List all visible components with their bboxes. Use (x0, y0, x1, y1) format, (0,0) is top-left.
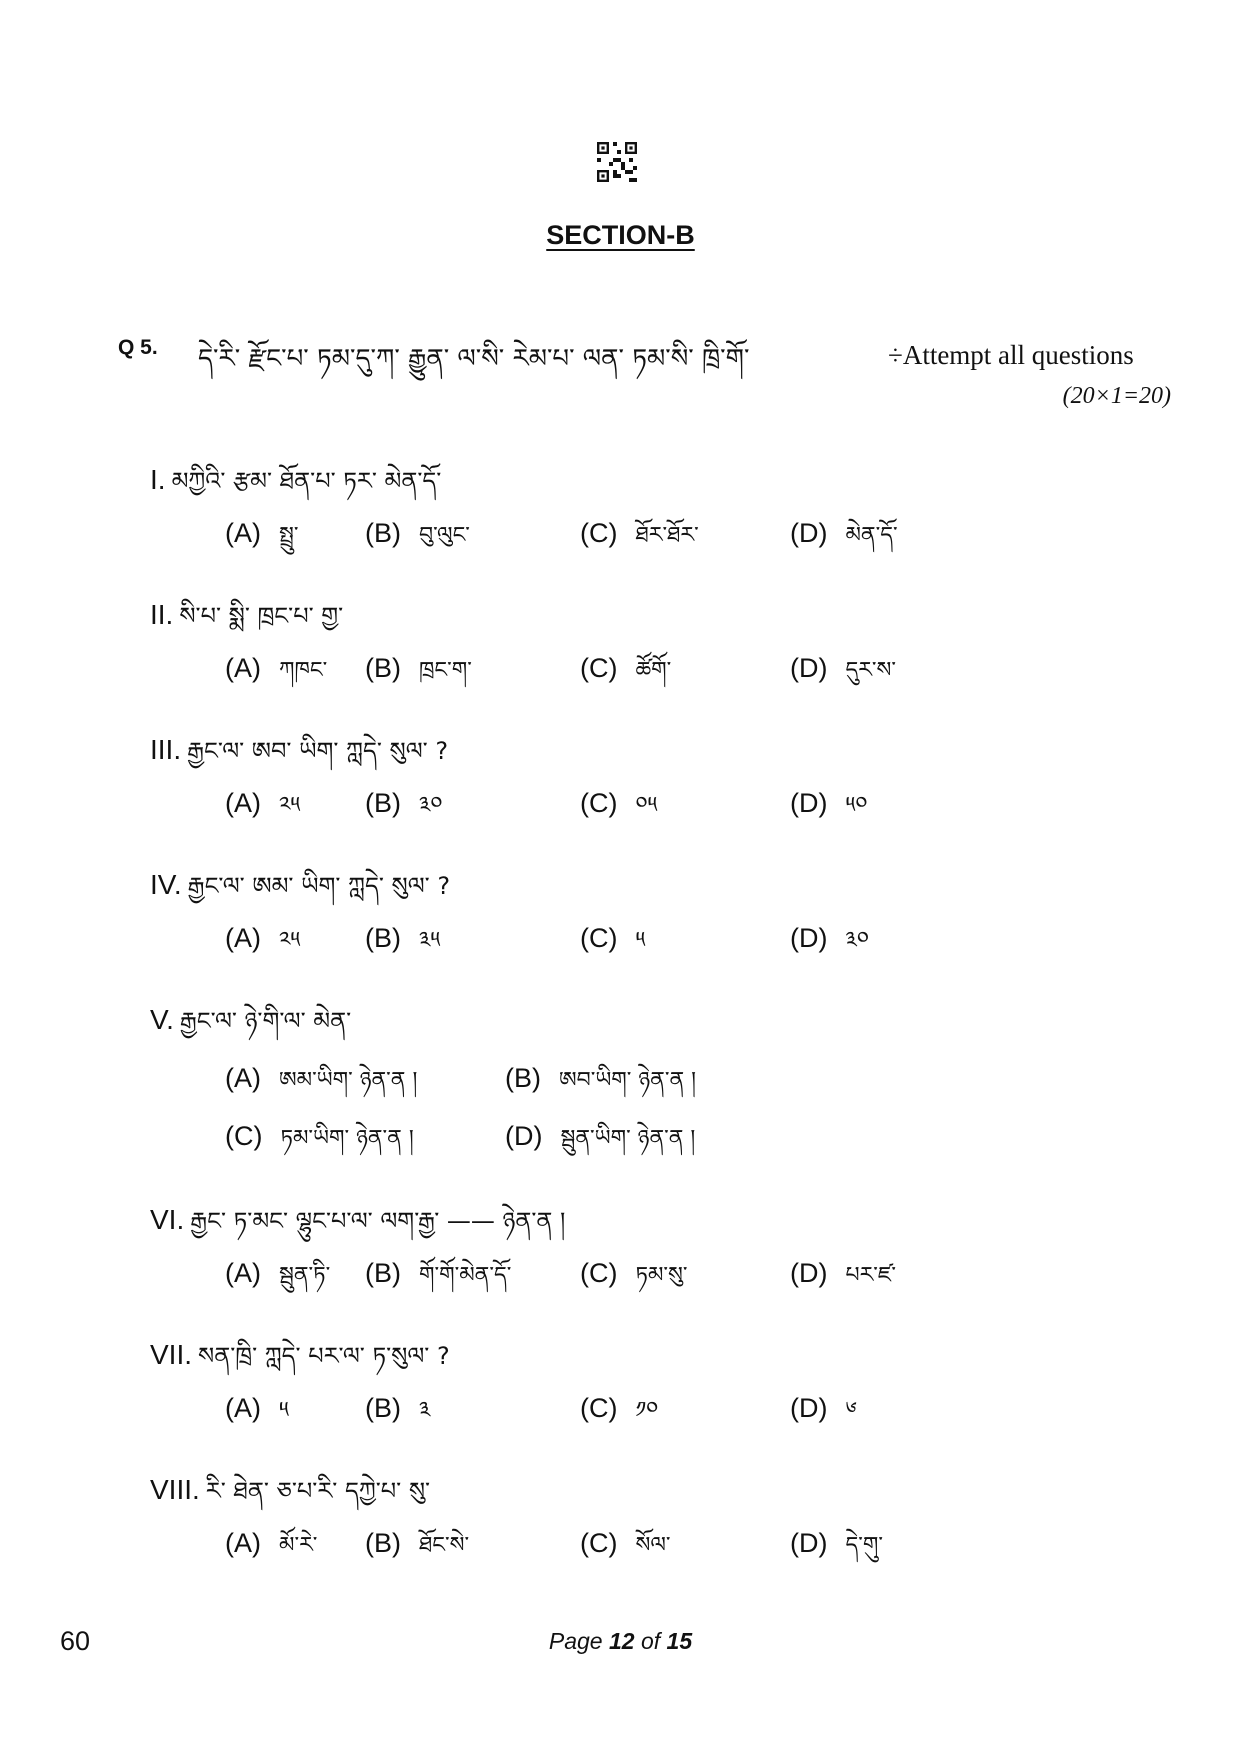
option-label: (A) (225, 1393, 261, 1423)
option-value: ཚོགོ་ (635, 658, 672, 683)
question-text: རྒྱང་ ཏ་མང་ ལྷུང་པ་ལ་ ལག་རྒྱ་ —— ཉེན་ན ། (190, 1207, 566, 1235)
option-value: ཏམ་ཡིག་ ཉེན་ན ། (280, 1126, 414, 1151)
option-a (225, 780, 300, 842)
instruction-tibetan: དེ་རི་ རྫོང་པ་ ཏམ་དུ་ཀ་ རྒྱུན་ ལ་སི་ རེམ་པ་ ལན་ ཏམ་སི་ ཁྲི་གོ་ (198, 344, 750, 374)
option-label: (A) (225, 653, 261, 683)
option-label: (A) (225, 788, 261, 818)
option-value: ༣༠ (419, 793, 443, 818)
question-text: སན་ཁྲི་ ཀླདེ་ པར་ལ་ ཏ་སུལ་ ? (198, 1342, 450, 1370)
question-text: རྒྱང་ལ་ ཉེ་གི་ལ་ མེན་ (179, 1007, 352, 1035)
option-value: ཐོང་སེ་ (419, 1533, 470, 1558)
option-value: ༠༥ (635, 793, 658, 818)
option-value: ༥ (279, 1398, 289, 1423)
question-roman-number: I. (150, 464, 166, 495)
option-a (225, 645, 327, 707)
option-label: (D) (790, 1258, 828, 1288)
option-c (580, 915, 645, 977)
question-number: Q 5. (118, 336, 158, 359)
option-d (790, 780, 867, 842)
option-d (790, 1520, 883, 1582)
question-roman-number: III. (150, 734, 182, 765)
option-d (790, 645, 896, 707)
option-value: ཨམ་ཡིག་ ཉེན་ན ། (279, 1068, 418, 1093)
option-c (580, 645, 671, 707)
option-b (365, 1520, 469, 1582)
option-value: ༥༠ (845, 793, 868, 818)
marks-allocation: (20×1=20) (1062, 383, 1171, 409)
option-c (580, 780, 657, 842)
option-value: ༢༥ (279, 928, 301, 953)
question-item (150, 995, 351, 1062)
option-label: (A) (225, 1528, 261, 1558)
option-label: (C) (580, 923, 618, 953)
option-value: སྤྲུ་ (279, 523, 299, 548)
option-value: ༣༥ (419, 928, 441, 953)
option-value: ཀཁང་ (279, 658, 328, 683)
option-value: ༦ (845, 1398, 857, 1423)
option-label: (B) (365, 653, 401, 683)
option-b (365, 1250, 511, 1312)
option-value: པར་ཛ་ (845, 1263, 896, 1288)
option-a (225, 510, 298, 572)
option-value: ༣ (419, 1398, 431, 1423)
option-value: མེན་དོ་ (845, 523, 898, 548)
question-roman-number: V. (150, 1004, 174, 1035)
option-value: ༢༥ (279, 793, 301, 818)
option-b (505, 1055, 696, 1117)
option-a (225, 1520, 317, 1582)
section-title: SECTION-B (546, 220, 695, 250)
option-label: (D) (790, 518, 828, 548)
option-label: (D) (505, 1121, 543, 1151)
option-b (365, 510, 470, 572)
question-roman-number: VII. (150, 1339, 193, 1370)
option-label: (A) (225, 1063, 261, 1093)
option-c (225, 1113, 414, 1175)
option-b (365, 915, 440, 977)
question-text: རི་ ཐེན་ ཅ་པ་རི་ དཀྱེ་པ་ སུ་ (205, 1477, 431, 1505)
option-value: དུར་ས་ (845, 658, 897, 683)
option-value: མོ་རེ་ (279, 1533, 318, 1558)
option-label: (D) (790, 653, 828, 683)
option-label: (B) (365, 788, 401, 818)
option-value: གོ་གོ་མེན་དོ་ (419, 1263, 512, 1288)
option-value: སྦུན་ཡིག་ ཉེན་ན ། (560, 1126, 696, 1151)
option-b (365, 1385, 430, 1447)
option-value: ཁྲང་ག་ (419, 658, 472, 683)
option-label: (D) (790, 1528, 828, 1558)
option-value: ༣༠ (845, 928, 869, 953)
option-label: (B) (505, 1063, 541, 1093)
option-d (790, 1250, 896, 1312)
question-roman-number: IV. (150, 869, 182, 900)
page-indicator: Page 12 of 15 (548, 1628, 693, 1654)
question-text: མཀྱིའི་ རྩམ་ ཐོན་པ་ ཏར་ མེན་དོ་ (171, 467, 442, 495)
option-a (225, 915, 300, 977)
option-label: (B) (365, 1393, 401, 1423)
option-label: (C) (580, 1393, 618, 1423)
option-c (580, 510, 699, 572)
option-label: (D) (790, 1393, 828, 1423)
option-a (225, 1250, 330, 1312)
option-label: (C) (580, 1258, 618, 1288)
option-value: ཐོར་ཐོར་ (635, 523, 699, 548)
option-c (580, 1520, 671, 1582)
option-c (580, 1385, 658, 1447)
option-value: ༥ (635, 928, 646, 953)
qr-code (597, 142, 637, 182)
option-label: (C) (580, 1528, 618, 1558)
option-d (505, 1113, 695, 1175)
question-text: རྒྱང་ལ་ ཨབ་ ཡིག་ ཀླདེ་ སུལ་ ? (187, 737, 449, 765)
question-roman-number: VI. (150, 1204, 185, 1235)
option-label: (B) (365, 1258, 401, 1288)
option-value: ༡༠ (635, 1398, 659, 1423)
option-d (790, 510, 898, 572)
option-value: སྦུན་ཏི་ (279, 1263, 331, 1288)
option-label: (C) (225, 1121, 263, 1151)
option-label: (C) (580, 653, 618, 683)
option-label: (B) (365, 923, 401, 953)
option-a (225, 1055, 417, 1117)
option-d (790, 915, 869, 977)
option-value: སོལ་ (635, 1533, 671, 1558)
option-label: (D) (790, 923, 828, 953)
option-c (580, 1250, 688, 1312)
option-label: (D) (790, 788, 828, 818)
option-b (365, 780, 442, 842)
option-b (365, 645, 472, 707)
option-label: (B) (365, 518, 401, 548)
question-text: རྒྱང་ལ་ ཨམ་ ཡིག་ ཀླདེ་ སུལ་ ? (187, 872, 451, 900)
option-label: (A) (225, 923, 261, 953)
option-label: (A) (225, 1258, 261, 1288)
option-value: བུ་ལུང་ (419, 523, 470, 548)
option-label: (B) (365, 1528, 401, 1558)
question-roman-number: II. (150, 599, 174, 630)
option-value: ཏམ་སུ་ (635, 1263, 688, 1288)
option-value: ཨབ་ཡིག་ ཉེན་ན ། (559, 1068, 697, 1093)
option-label: (C) (580, 518, 618, 548)
option-label: (C) (580, 788, 618, 818)
question-roman-number: VIII. (150, 1474, 200, 1505)
option-value: དེ་གུ་ (845, 1533, 883, 1558)
page-corner-number: 60 (60, 1626, 91, 1656)
option-a (225, 1385, 289, 1447)
question-text: སི་པ་ སྨི་ ཁྲང་པ་ གྱ་ (179, 602, 344, 630)
instruction-english: ÷Attempt all questions (888, 340, 1134, 370)
option-d (790, 1385, 857, 1447)
option-label: (A) (225, 518, 261, 548)
